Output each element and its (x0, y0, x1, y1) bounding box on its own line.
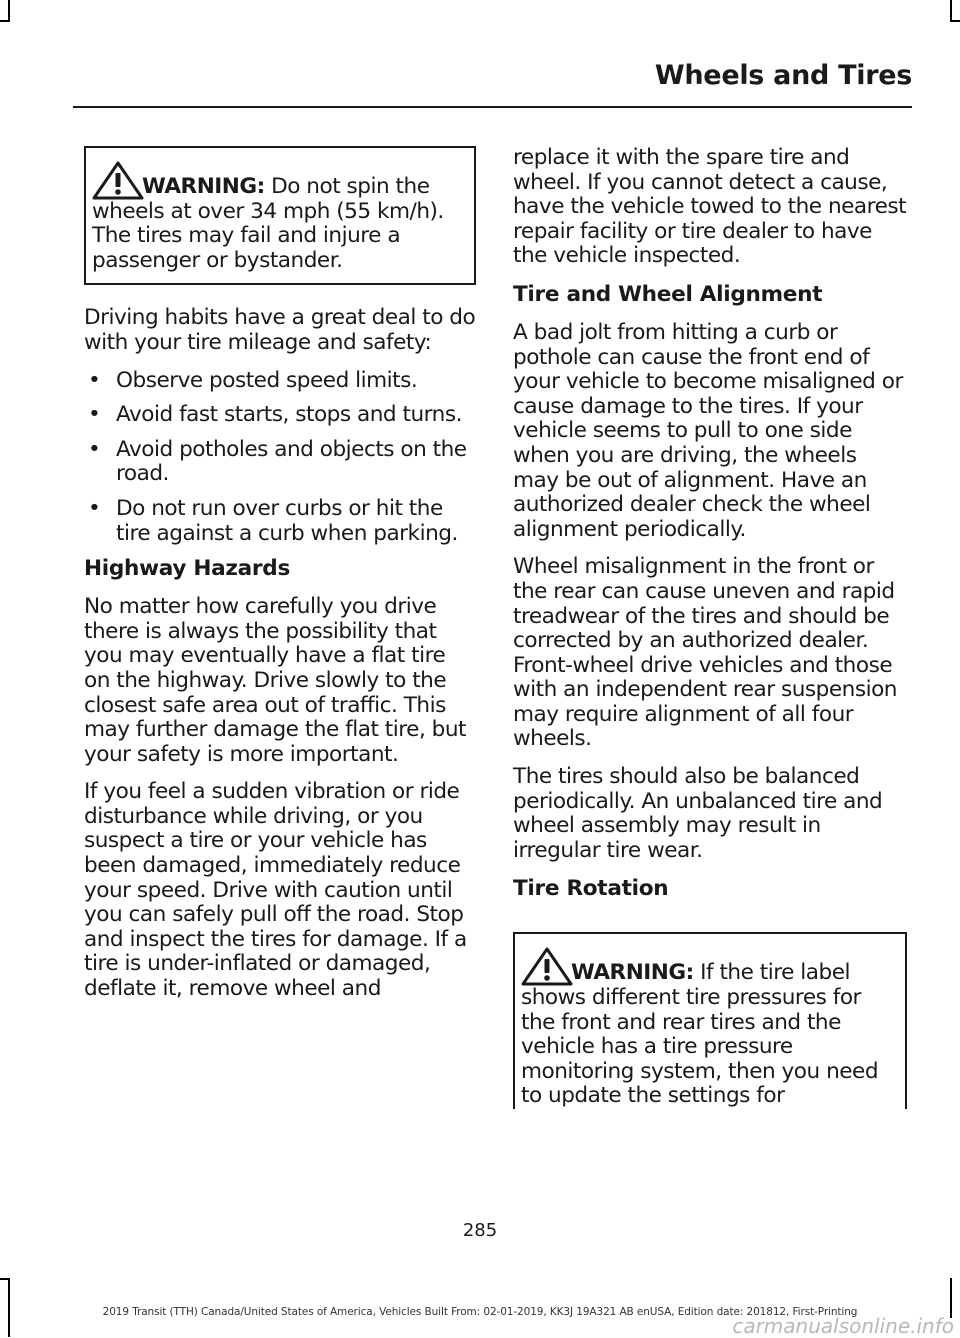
warning-label: WARNING: (571, 960, 694, 986)
list-item: • Do not run over curbs or hit the tire against a curb when parking. (88, 495, 458, 546)
list-item: • Avoid fast starts, stops and turns. (88, 402, 462, 428)
list-item-text: Observe posted speed limits. (116, 367, 418, 393)
paragraph-vibration: If you feel a sudden vibration or ride disturbance while driving, or you suspect a tire or your vehicle has been damaged, immediately reduce your speed. Drive with caution until you can safely pull off the road. Stop and inspect the tires for damage. If a tire is under-inflated or damaged, deflate it, remove wheel and (84, 779, 467, 1002)
crop-mark-top-right-v (950, 0, 952, 22)
section-heading-alignment: Tire and Wheel Alignment (513, 281, 823, 307)
page-title: Wheels and Tires (654, 60, 912, 91)
footer-edition-info: 2019 Transit (TTH) Canada/United States of America, Vehicles Built From: 02-01-2019, KK3J 19A321 AB enUSA, Edition date: 201812, First-Printing (102, 1306, 858, 1318)
warning-triangle-icon (92, 160, 144, 200)
paragraph-balancing: The tires should also be balanced periodically. An unbalanced tire and wheel assembly may result in irregular tire wear. (513, 764, 883, 863)
warning-box-pressure (513, 932, 907, 1109)
right-column (513, 146, 907, 1109)
warning-triangle-icon (521, 946, 573, 986)
paragraph-flat-tire: No matter how carefully you drive there is always the possibility that you may eventually have a flat tire on the highway. Drive slowly to the closest safe area out of traffic. This may further damage the flat tire, but your safety is more important. (84, 594, 467, 767)
page-number: 285 (462, 1220, 498, 1241)
warning-text: Do not spin the wheels at over 34 mph (55 km/h). The tires may fail and injure a passenger or bystander. (92, 174, 444, 273)
section-heading-highway-hazards: Highway Hazards (84, 556, 290, 582)
section-heading-rotation: Tire Rotation (513, 876, 669, 902)
paragraph-alignment-jolt: A bad jolt from hitting a curb or pothole can cause the front end of your vehicle to become misaligned or cause damage to the tires. If your vehicle seems to pull to one side when you are driving, the wheels may be out of alignment. Have an authorized dealer check the wheel alignment periodically. (513, 319, 903, 542)
left-column (84, 146, 476, 1015)
crop-mark-top-left-h (0, 20, 10, 22)
list-item: • Avoid potholes and objects on the road. (88, 436, 467, 487)
list-item-text: Avoid fast starts, stops and turns. (116, 402, 462, 428)
crop-mark-top-left-v (8, 0, 10, 22)
warning-box-spin (84, 146, 476, 285)
crop-mark-bottom-left-h (0, 1278, 10, 1280)
watermark: carmanualsonline.info (732, 1314, 954, 1338)
header-rule (73, 106, 912, 108)
crop-mark-top-right-h (950, 20, 960, 22)
warning-label: WARNING: (142, 174, 265, 199)
paragraph-driving-habits: Driving habits have a great deal to do with your tire mileage and safety: (84, 305, 476, 355)
list-item-text: Do not run over curbs or hit the tire against a curb when parking. (116, 495, 458, 546)
paragraph-spare-tire: replace it with the spare tire and wheel. If you cannot detect a cause, have the vehicle towed to the nearest repair facility or tire dealer to have the vehicle inspected. (513, 145, 907, 269)
warning-text: If the tire label shows different tire pressures for the front and rear tires and the vehicle has a tire pressure monitoring system, then you need to update the settings for (521, 960, 879, 1109)
list-item: • Observe posted speed limits. (88, 367, 418, 393)
paragraph-misalignment: Wheel misalignment in the front or the rear can cause uneven and rapid treadwear of the tires and should be corrected by an authorized dealer. Front-wheel drive vehicles and those with an independent rear suspension may require alignment of all four wheels. (513, 554, 897, 752)
list-item-text: Avoid potholes and objects on the road. (116, 436, 467, 487)
driving-tips-list (84, 369, 476, 547)
